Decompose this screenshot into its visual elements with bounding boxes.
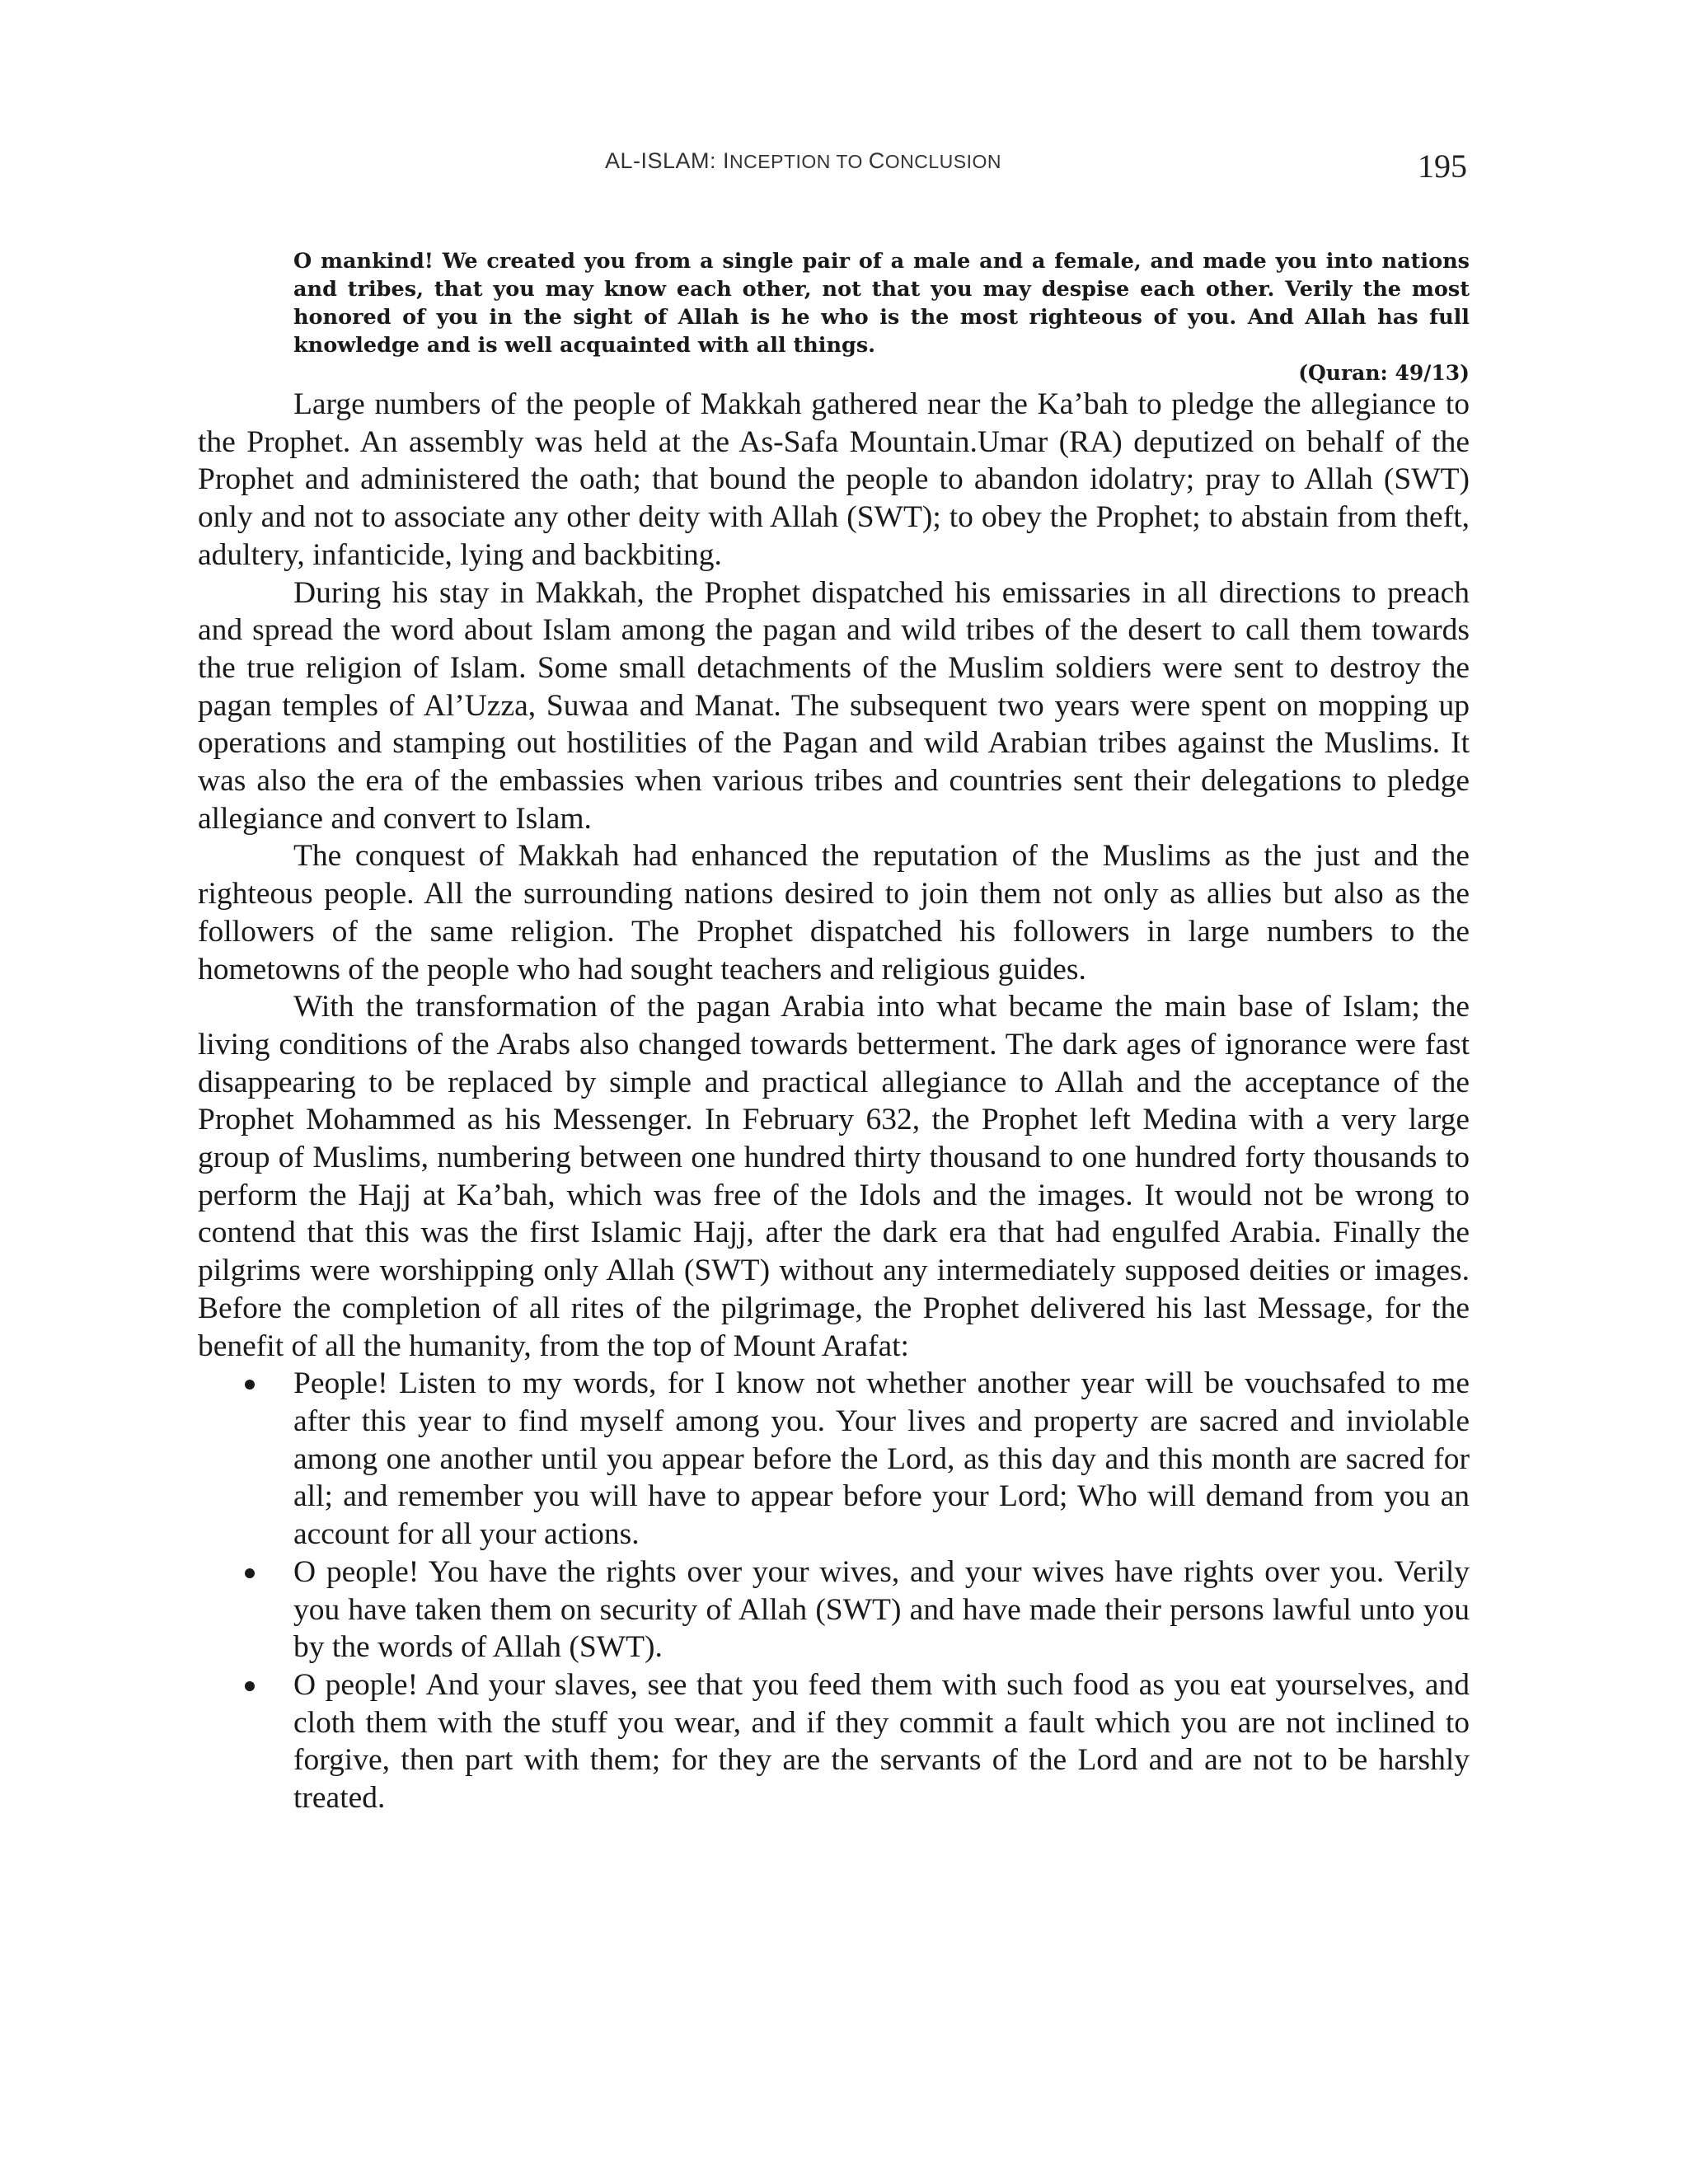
paragraph: With the transformation of the pagan Arabia into what became the main base of Islam; the living conditions of the Arabs also changed towards betterment. The dark ages of ignorance were fast disappearing to be replaced by simple and practical allegiance to Allah and the acceptance of the Prophet Mohammed as his Messenger. In February 632, the Prophet left Medina with a very large group of Muslims, numbering between one hundred thirty thousand to one hundred forty thousands to perform the Hajj at Ka’bah, which was free of the Idols and the images. It would not be wrong to contend that this was the first Islamic Hajj, after the dark era that had engulfed Arabia. Finally the pilgrims were worshipping only Allah (SWT) without any intermediately supposed deities or images. Before the completion of all rites of the pilgrimage, the Prophet delivered his last Message, for the benefit of all the humanity, from the top of Mount Arafat: — [198, 990, 1470, 1363]
list-item — [198, 1365, 1470, 1554]
page-number: 195 — [1418, 148, 1467, 185]
running-header-cap-2: C — [868, 148, 885, 173]
running-header — [605, 148, 1001, 174]
paragraph: The conquest of Makkah had enhanced the reputation of the Muslims as the just and the righteous people. All the surrounding nations desired to join them not only as allies but also as the followers of the same religion. The Prophet dispatched his followers in large numbers to the hometowns of the people who had sought teachers and religious guides. — [198, 839, 1470, 987]
running-header-small-1: NCEPTION TO — [729, 151, 869, 172]
list-item-text: People! Listen to my words, for I know not whether another year will be vouchsafed to me after this year to find myself among you. Your lives and property are sacred and inviolable among one another until you appear before the Lord, as this day and this month are sacred for all; and remember you will have to appear before your Lord; Who will demand from you an account for all your actions. — [293, 1366, 1470, 1552]
running-header-prefix: AL-ISLAM: I — [605, 148, 730, 173]
bullet-icon — [245, 1568, 255, 1578]
quote-text: O mankind! We created you from a single pair of a male and a female, and made you into nations and tribes, that you may know each other, not that you may despise each other. Verily the most honored of you in the sight of Allah is he who is the most righteous of you. And Allah has full knowledge and is well acquainted with all things. — [293, 249, 1470, 358]
quran-quote — [293, 247, 1470, 386]
quote-reference: (Quran: 49/13) — [1298, 361, 1470, 385]
bullet-icon — [245, 1681, 255, 1691]
running-header-small-2: ONCLUSION — [884, 151, 1002, 172]
list-item — [198, 1666, 1470, 1817]
list-item — [198, 1554, 1470, 1666]
paragraph: Large numbers of the people of Makkah gathered near the Ka’bah to pledge the allegiance to the Prophet. An assembly was held at the As-Safa Mountain.Umar (RA) deputized on behalf of the Prophet and administered the oath; that bound the people to abandon idolatry; pray to Allah (SWT) only and not to associate any other deity with Allah (SWT); to obey the Prophet; to abstain from theft, adultery, infanticide, lying and backbiting. — [198, 387, 1470, 572]
paragraph: During his stay in Makkah, the Prophet dispatched his emissaries in all directions to preach and spread the word about Islam among the pagan and wild tribes of the desert to call them towards the true religion of Islam. Some small detachments of the Muslim soldiers were sent to destroy the pagan temples of Al’Uzza, Suwaa and Manat. The subsequent two years were spent on mopping up operations and stamping out hostilities of the Pagan and wild Arabian tribes against the Muslims. It was also the era of the embassies when various tribes and countries sent their delegations to pledge allegiance and convert to Islam. — [198, 575, 1470, 836]
list-item-text: O people! You have the rights over your wives, and your wives have rights over you. Verily you have taken them on security of Allah (SWT) and have made their persons lawful unto you by the words of Allah (SWT). — [293, 1554, 1470, 1665]
sermon-bullet-list — [198, 1365, 1470, 1816]
list-item-text: O people! And your slaves, see that you feed them with such food as you eat yourselves, and cloth them with the stuff you wear, and if they commit a fault which you are not inclined to forgive, then part with them; for they are the servants of the Lord and are not to be harshly treated. — [293, 1667, 1470, 1816]
bullet-icon — [245, 1380, 255, 1390]
page-body — [198, 247, 1470, 1817]
